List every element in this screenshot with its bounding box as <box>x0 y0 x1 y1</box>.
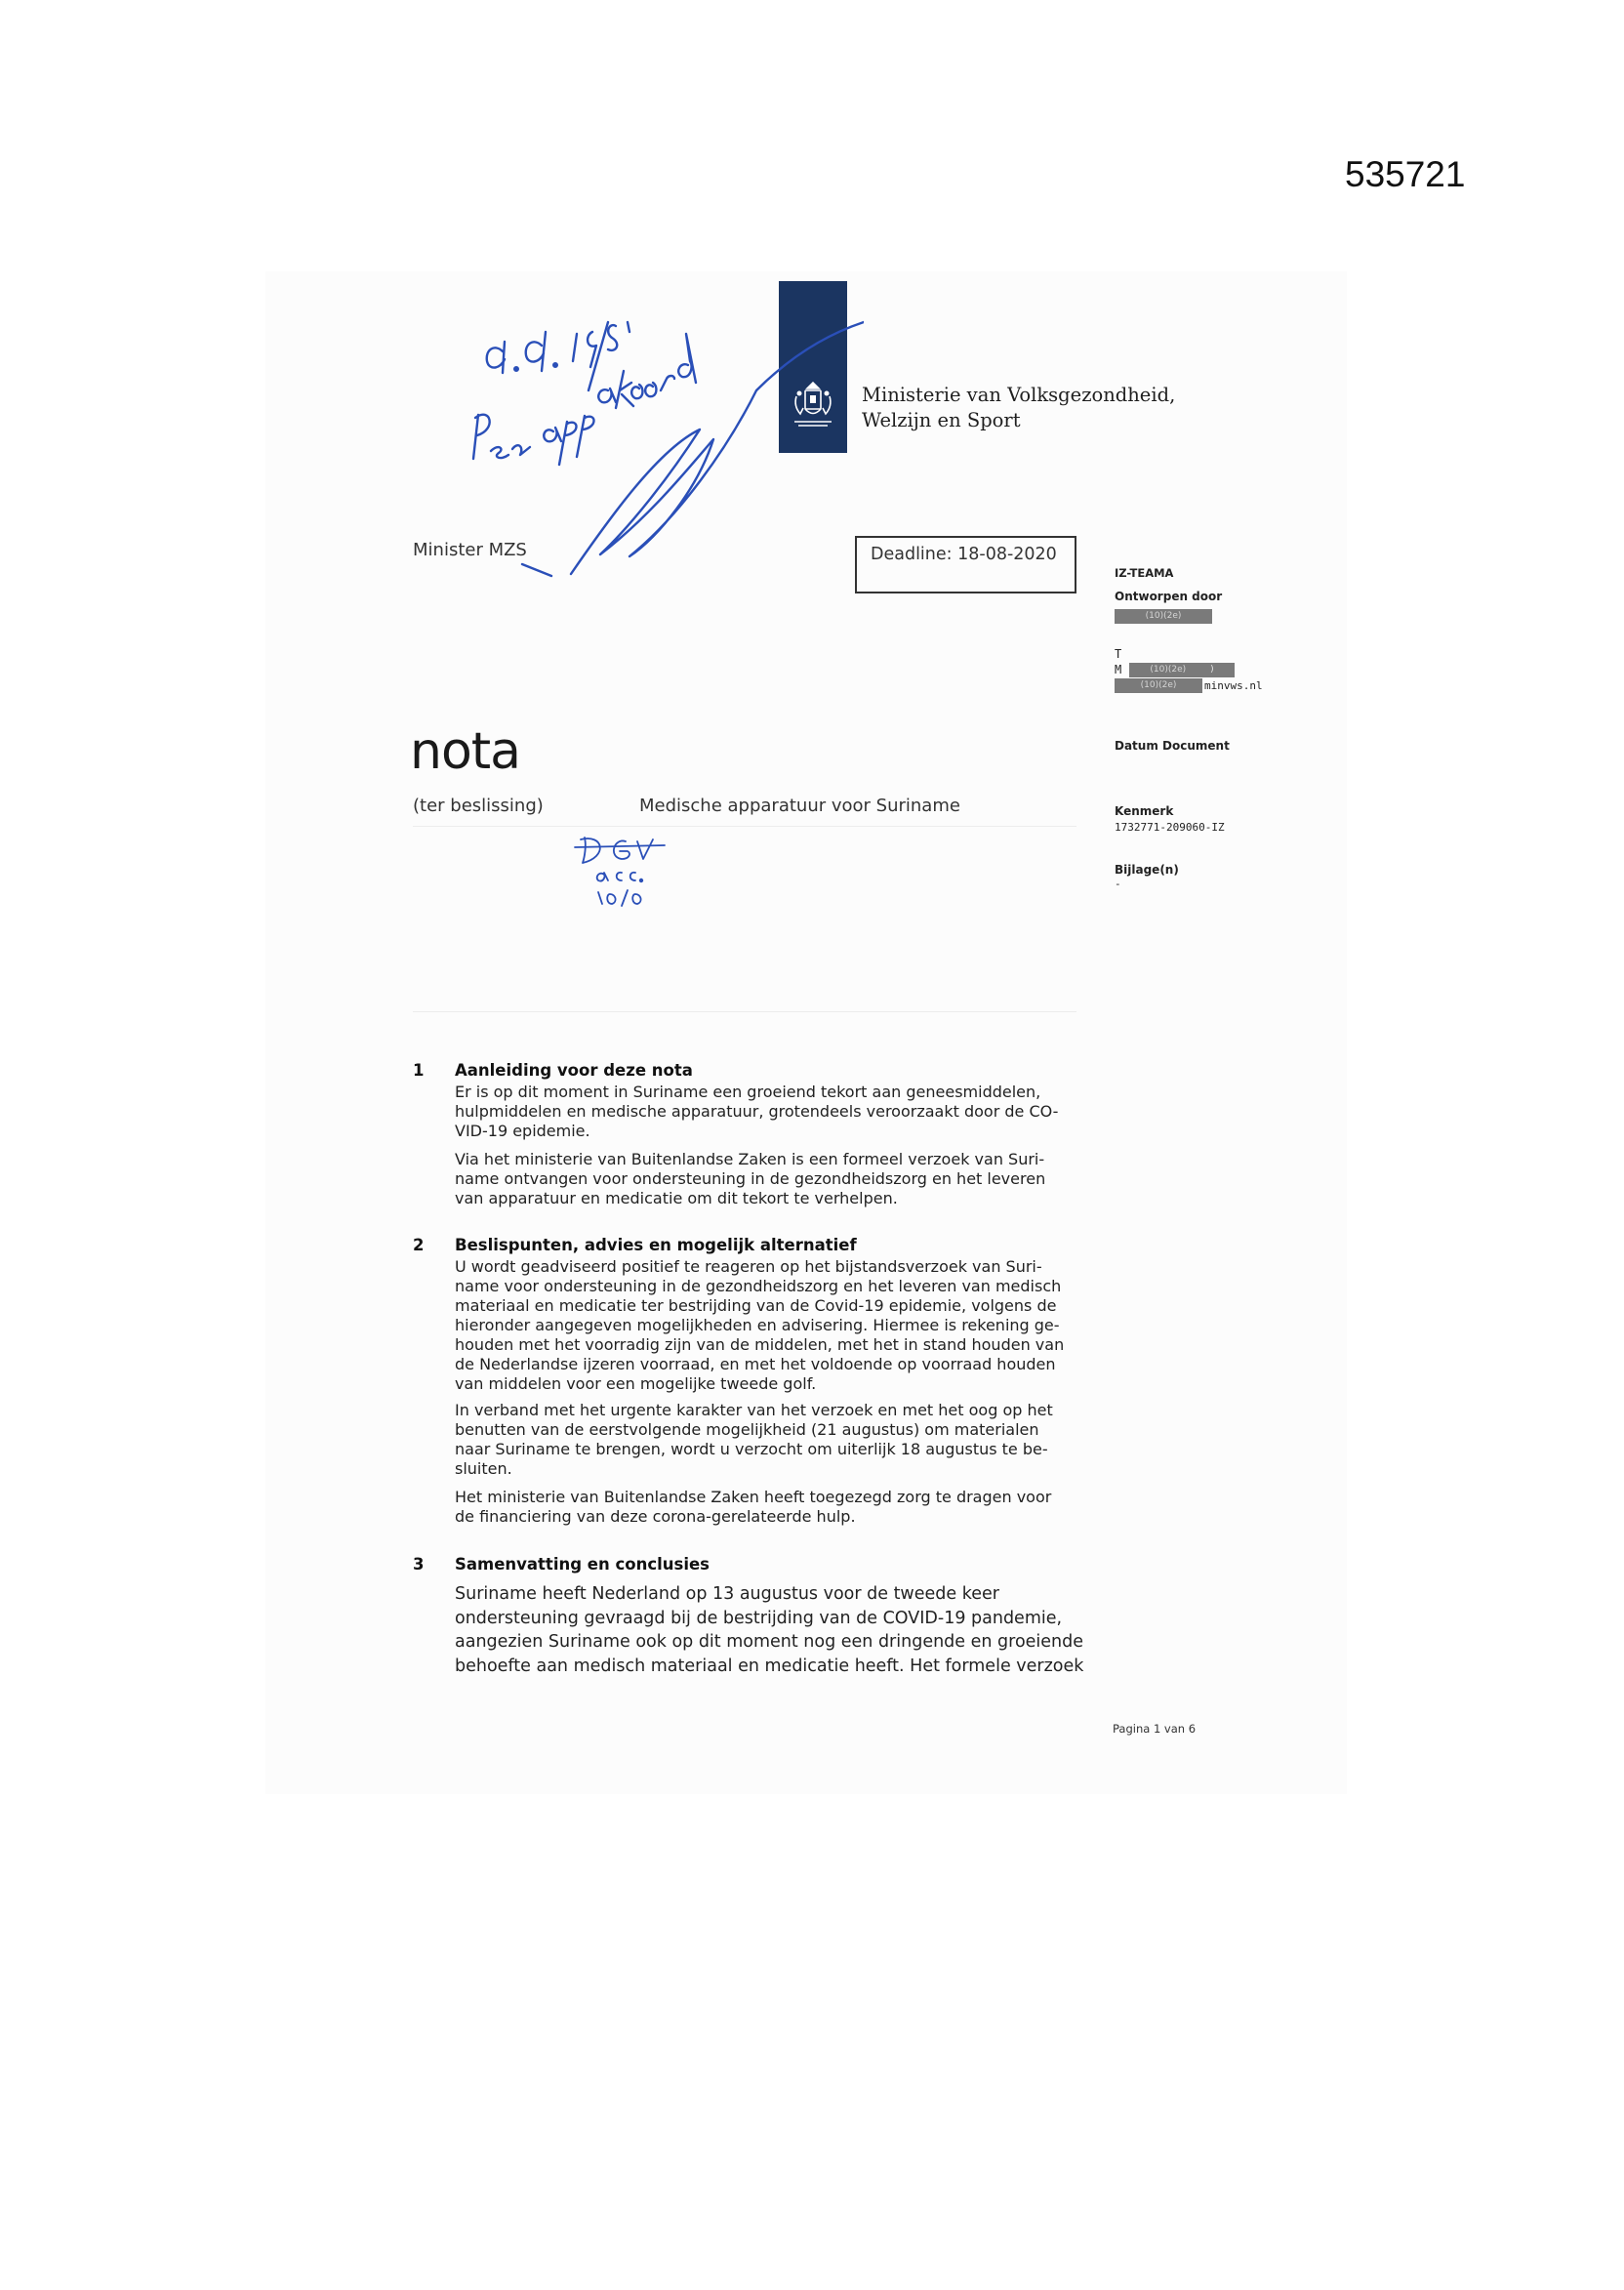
section-paragraph: Er is op dit moment in Suriname een groeiend tekort aan geneesmiddelen, hulpmiddelen en medische apparatuur, grotendeels veroorzaakt door de CO- VID-19 epidemie. <box>455 1083 1059 1140</box>
designed-by-label: Ontworpen door <box>1115 590 1223 603</box>
section-paragraph: U wordt geadviseerd positief te reageren op het bijstandsverzoek van Suri- name voor ondersteuning in de gezondheidszorg en het leveren van medisch materiaal en medicatie ter bestrijding van de Covid-19 epidemie, volgens de hieronder aangegeven mogelijkheden en advisering. Hiermee is rekening ge- houden met het voorradig zijn van de middelen, met het in stand houden van de Nederlandse ijzeren voorraad, en met het voldoende op voorraad houden van middelen voor een mogelijke tweede golf. <box>455 1257 1065 1393</box>
section-paragraph: In verband met het urgente karakter van het verzoek en met het oog op het benutten van de eerstvolgende mogelijkheid (21 augustus) om materialen naar Suriname te brengen, wordt u verzocht om uiterlijk 18 augustus te be- sluiten. <box>455 1401 1053 1478</box>
ministry-name <box>862 383 1175 433</box>
page-indicator: Pagina 1 van 6 <box>1113 1722 1197 1736</box>
divider <box>413 826 1076 827</box>
section-title: Aanleiding voor deze nota <box>455 1061 693 1080</box>
document-subject: Medische apparatuur voor Suriname <box>639 796 960 816</box>
addressee: Minister MZS <box>413 540 527 560</box>
section-title: Beslispunten, advies en mogelijk alternatief <box>455 1236 857 1254</box>
date-label: Datum Document <box>1115 739 1230 753</box>
attachments-value: - <box>1115 878 1121 890</box>
ministry-name-line2: Welzijn en Sport <box>862 409 1021 431</box>
section-number: 2 <box>413 1236 425 1254</box>
email-suffix: minvws.nl <box>1204 679 1263 692</box>
reference-label: Kenmerk <box>1115 804 1174 818</box>
team-label: IZ-TEAMA <box>1115 566 1174 580</box>
redaction-code: (10)(2e) <box>1150 665 1187 675</box>
section-paragraph: Via het ministerie van Buitenlandse Zaken is een formeel verzoek van Suri- name ontvangen voor ondersteuning in de gezondheidszorg en het leveren van apparatuur en medicatie om dit tekort te verhelpen. <box>455 1150 1046 1207</box>
deadline-text: Deadline: 18-08-2020 <box>871 545 1057 564</box>
ministry-name-line1: Ministerie van Volksgezondheid, <box>862 384 1176 406</box>
redaction-block: (10)(2e) <box>1115 678 1202 693</box>
document-title: nota <box>410 722 521 781</box>
handwritten-dgv-initials <box>571 830 678 908</box>
document-type: (ter beslissing) <box>413 796 544 816</box>
section-paragraph: Suriname heeft Nederland op 13 augustus voor de tweede keer ondersteuning gevraagd bij de bestrijding van de COVID-19 pandemie, aangezien Suriname ook op dit moment nog een dringende en groeiende behoefte aan medisch materiaal en medicatie heeft. Het formele verzoek <box>455 1584 1084 1676</box>
attachments-label: Bijlage(n) <box>1115 863 1179 877</box>
section-paragraph: Het ministerie van Buitenlandse Zaken heeft toegezegd zorg te dragen voor de financiering van deze corona-gerelateerde hulp. <box>455 1488 1052 1526</box>
section-number: 3 <box>413 1555 425 1574</box>
document-number: 535721 <box>1345 154 1466 194</box>
divider <box>413 1011 1076 1012</box>
section-number: 1 <box>413 1061 425 1080</box>
redaction-block: (10)(2e) <box>1115 609 1212 624</box>
mobile-label: M <box>1115 663 1122 676</box>
mobile-suffix: ) <box>1210 665 1214 675</box>
section-title: Samenvatting en conclusies <box>455 1555 710 1574</box>
phone-label: T <box>1115 647 1122 661</box>
reference-value: 1732771-209060-IZ <box>1115 821 1225 834</box>
redaction-block <box>1129 663 1235 677</box>
